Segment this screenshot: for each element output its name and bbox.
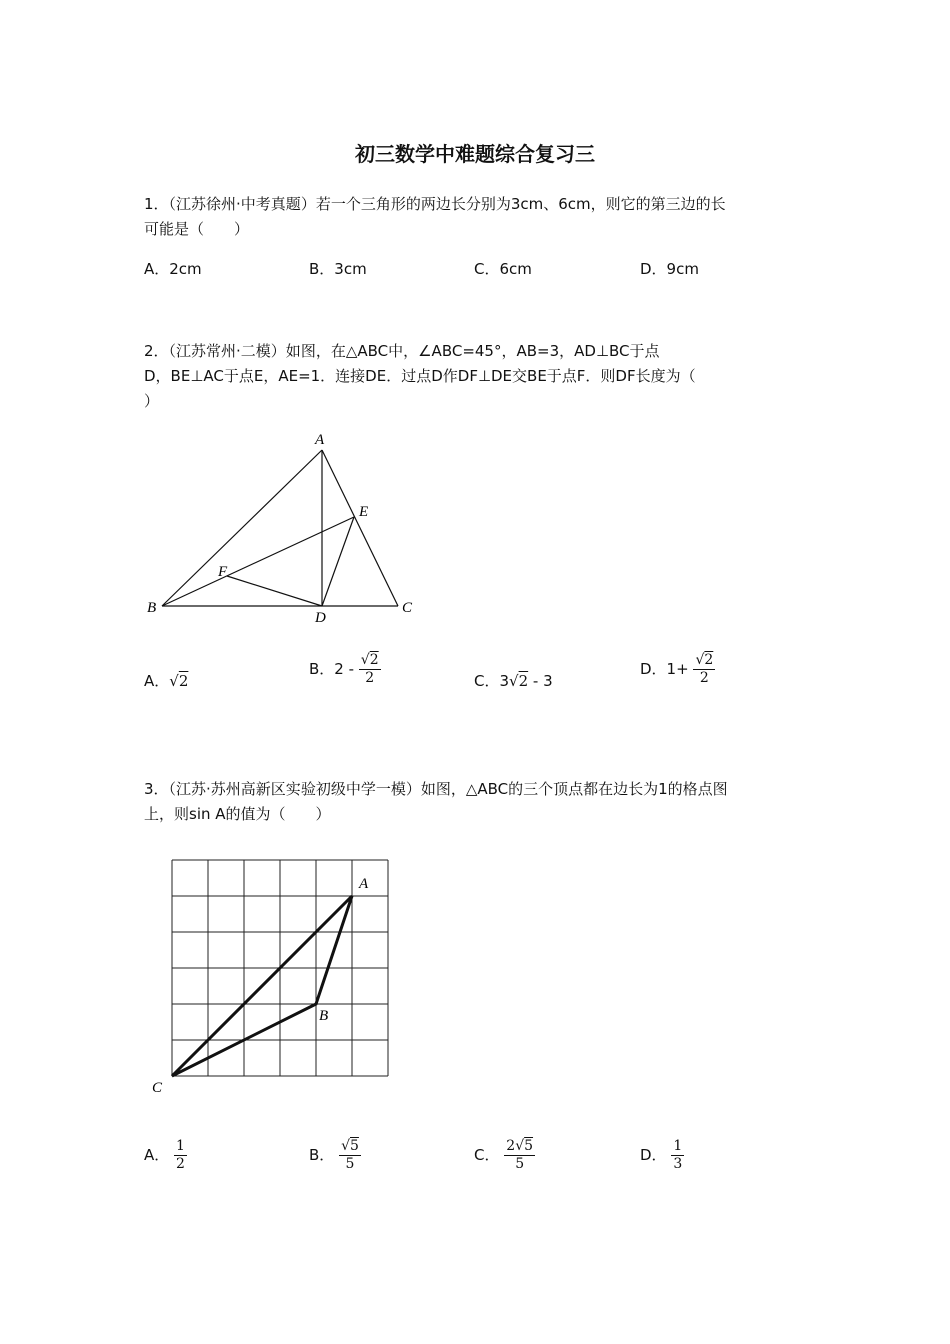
q3-option-d: D． $\frac{1}{3}$ [640,1138,683,1172]
q1-option-c: C．6cm [474,260,532,278]
label-c: C [152,1080,163,1096]
label-f: F [218,564,228,580]
segment-ac [322,450,398,606]
segment-ab [162,450,322,606]
label-e: E [359,504,369,520]
q2-stem-line2: D，BE⊥AC于点E，AE=1．连接DE．过点D作DF⊥DE交BE于点F．则DF长度为（ [144,367,696,385]
segment-df [227,576,322,606]
label-b: B [319,1008,329,1024]
q3-stem-line2: 上，则sin A的值为（ ） [144,805,331,823]
q3-stem-line1: 3．（江苏·苏州高新区实验初级中学一模）如图，△ABC的三个顶点都在边长为1的格点图 [144,780,728,798]
triangle-abc [172,896,352,1076]
q3-option-a: A． $\frac{1}{2}$ [144,1138,185,1172]
label-c: C [402,600,413,616]
q1-option-b: B．3cm [309,260,367,278]
q2-option-c: C．3√2 - 3 [474,672,553,690]
q1-stem-line2: 可能是（ ） [144,220,250,238]
page-title: 初三数学中难题综合复习三 [355,142,595,166]
q1-stem-line1: 1．（江苏徐州·中考真题）若一个三角形的两边长分别为3cm、6cm，则它的第三边的长 [144,195,726,213]
label-a: A [359,876,369,892]
q1-option-d: D．9cm [640,260,699,278]
q2-figure [140,428,430,628]
q2-option-b: B．2 - $\frac{√2}{2}$ [309,652,379,686]
label-b: B [147,600,157,616]
q3-grid-figure [148,852,398,1097]
label-a: A [315,432,325,448]
q2-stem-line1: 2．（江苏常州·二模）如图，在△ABC中，∠ABC=45°，AB=3，AD⊥BC于点 [144,342,660,360]
segment-de [322,517,354,606]
q2-option-d: D．1+ $\frac{√2}{2}$ [640,652,714,686]
q3-option-b: B． $\frac{√5}{5}$ [309,1138,359,1172]
q1-option-a: A．2cm [144,260,202,278]
q3-option-c: C． $\frac{2√5}{5}$ [474,1138,534,1172]
segment-be [162,517,354,606]
label-d: D [315,610,326,626]
q2-stem-line3: ） [144,392,160,410]
q2-option-a: A．√2 [144,672,189,690]
